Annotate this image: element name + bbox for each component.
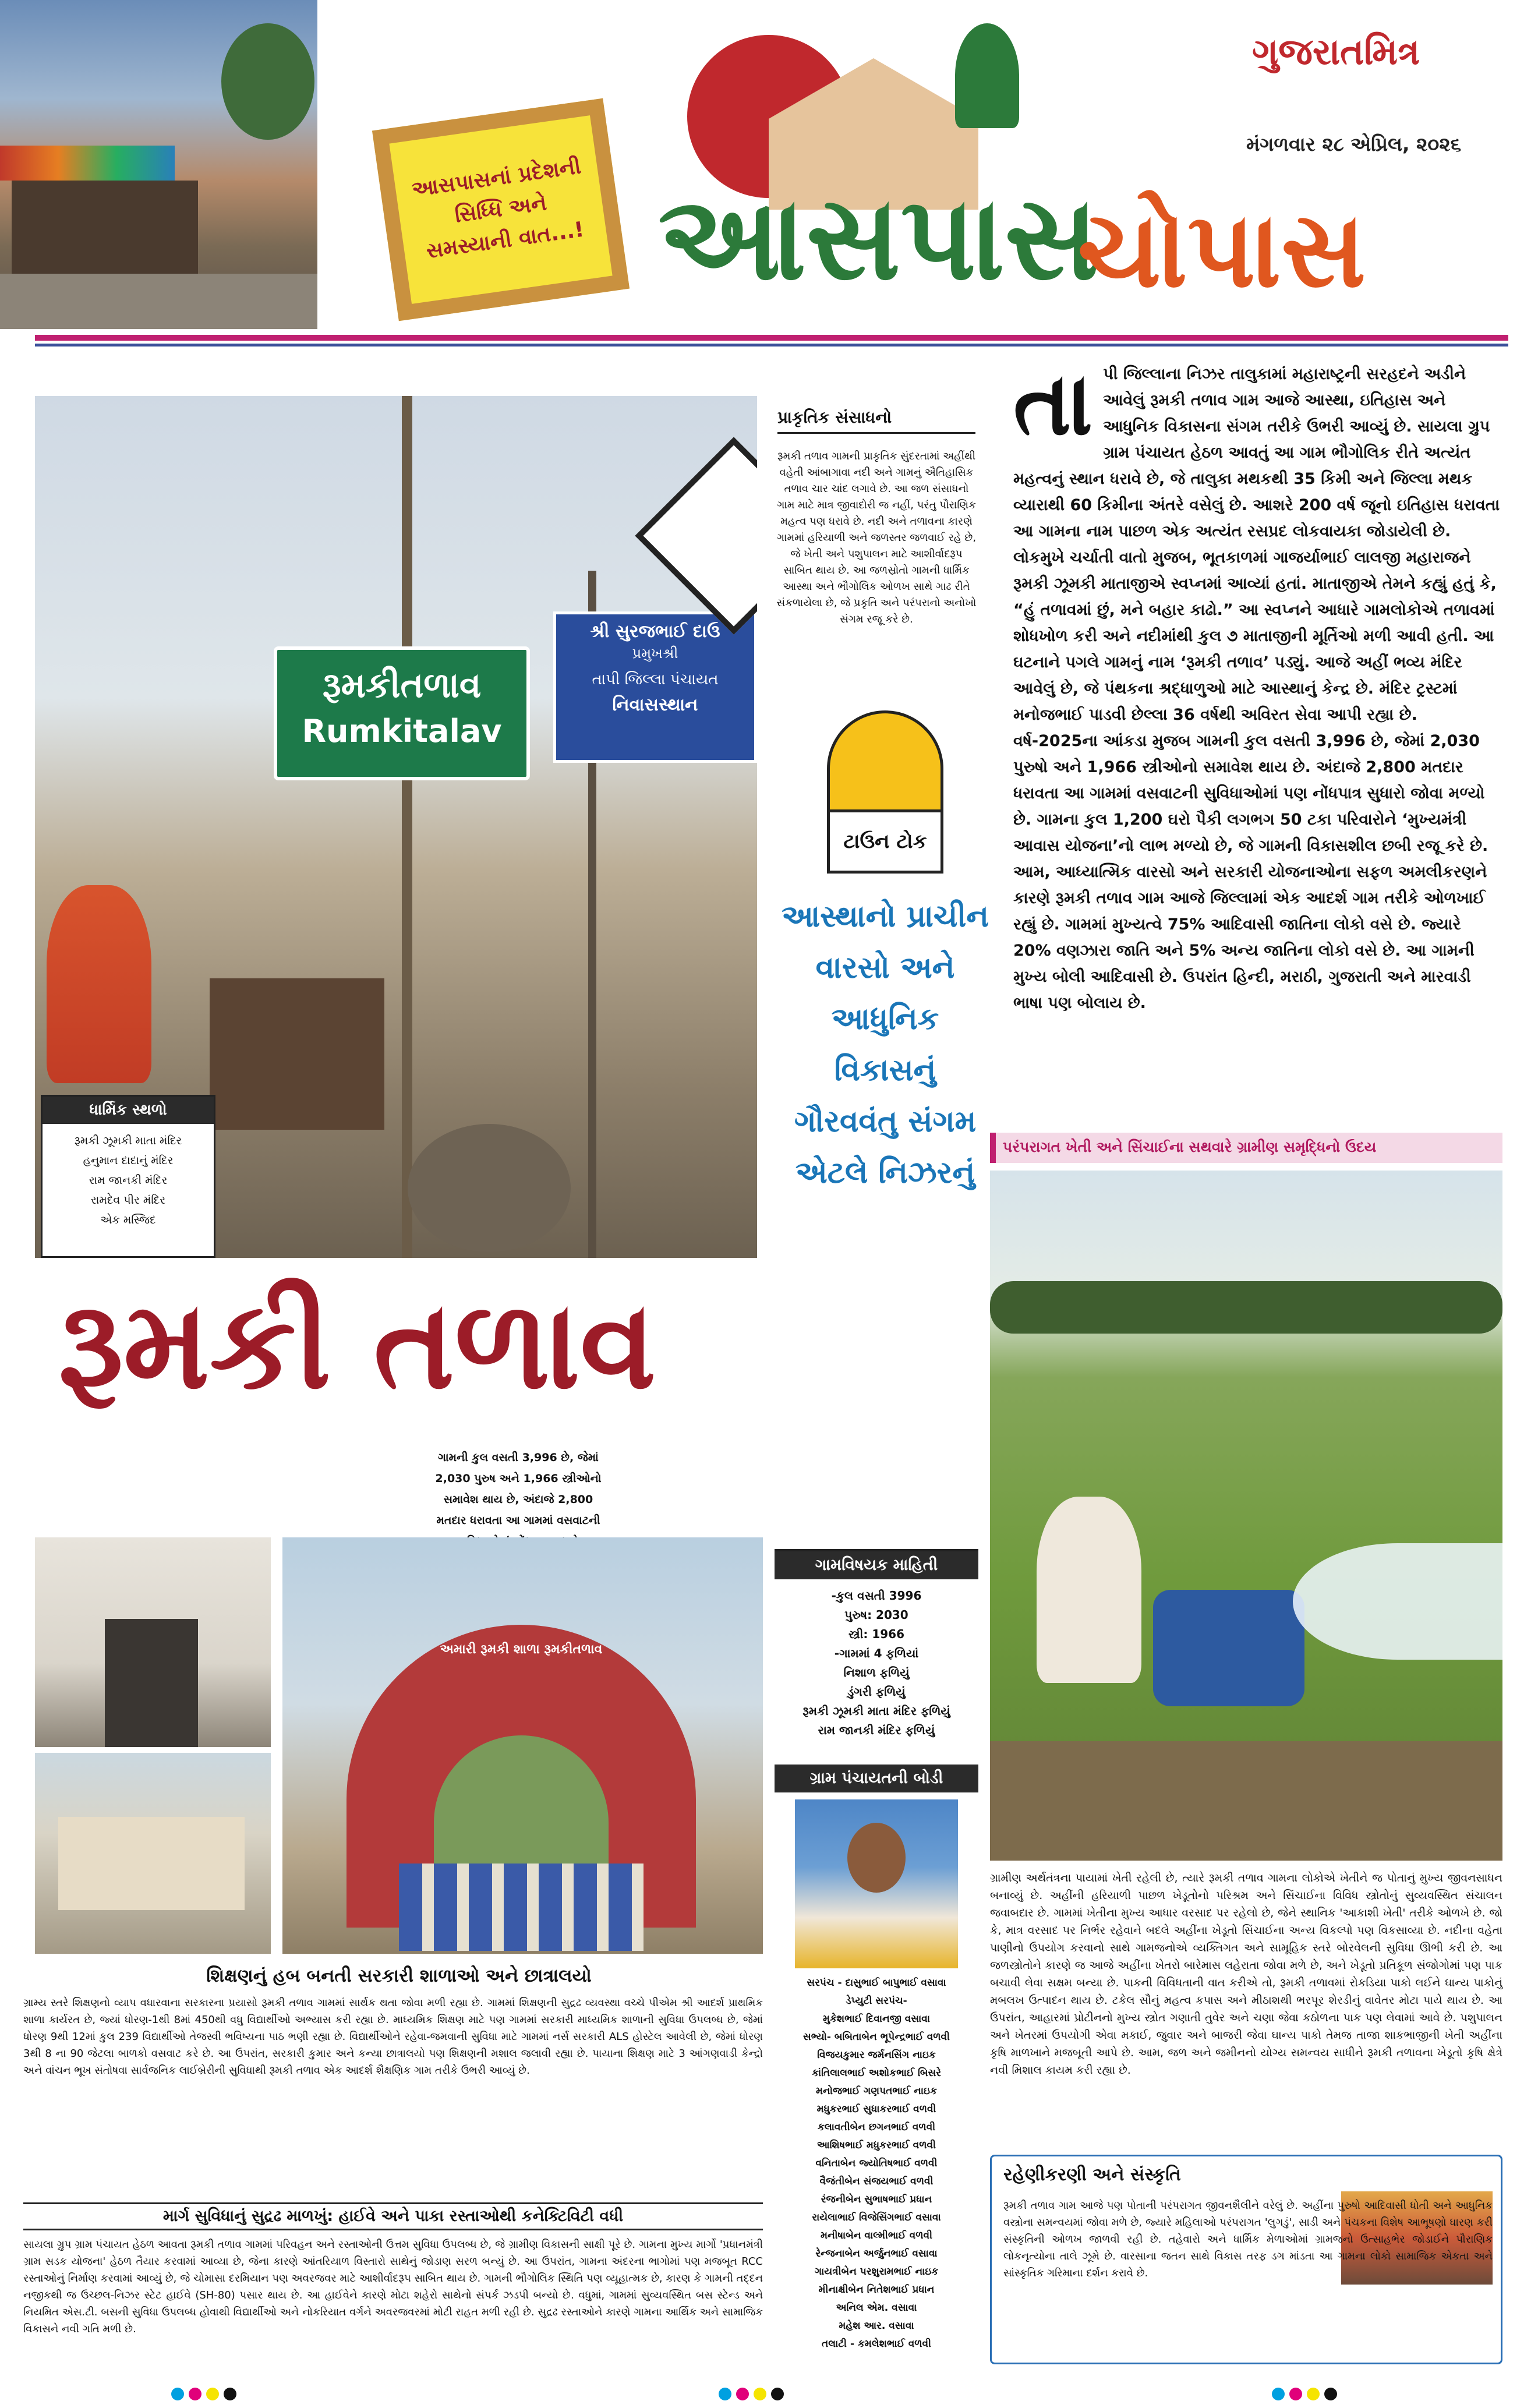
list-item: એક મસ્જિદ bbox=[100, 1214, 156, 1226]
village-info-box bbox=[775, 1549, 978, 1767]
farmer bbox=[1037, 1497, 1141, 1683]
school-building bbox=[58, 1817, 245, 1910]
list-item: મુકેશભાઈ દિવાનજી વસાવા bbox=[822, 2013, 931, 2025]
town-talk-label: ટાઉન ટોક bbox=[843, 830, 927, 853]
religious-places-heading: ધાર્મિક સ્થળો bbox=[43, 1097, 214, 1124]
water-pump bbox=[1153, 1590, 1304, 1706]
list-item: મનોજભાઈ ગણપતભાઈ નાઇક bbox=[816, 2085, 937, 2097]
village-info-heading: ગામવિષયક માહિતી bbox=[775, 1551, 978, 1579]
list-item: રામ જાનકી મંદિર bbox=[89, 1174, 168, 1187]
sign-gujarati: રૂમકીતળાવ bbox=[322, 665, 482, 706]
religious-places-box bbox=[41, 1095, 215, 1258]
natural-resources-heading: પ્રાકૃતિક સંસાધનો bbox=[777, 408, 975, 434]
soil bbox=[990, 1741, 1502, 1861]
portrait-head bbox=[847, 1823, 906, 1893]
farming-body: ગ્રામીણ અર્થતંત્રના પાયામાં ખેતી રહેલી છે, ત્યારે રૂમકી તળાવ ગામના લોકોએ ખેતીને જ પોતાનું મુખ્ય જીવનસાધન બનાવ્યું છે. અહીંની હરિયાળી પાછળ ખેડૂતોનો પરિશ્રમ અને સિંચાઈના વિવિધ સ્ત્રોતોનું સુવ્યવસ્થિત સંચાલન જવાબદાર છે. ગામમાં ખેતીના મુખ્ય આધાર વરસાદ પર રહેલો છે, જેને સ્થાનિક 'આકાશી ખેતી' તરીકે ઓળખે છે. જો કે, માત્ર વરસાદ પર નિર્ભર રહેવાને બદલે અહીંના ખેડૂતો સિંચાઈના અન્ય વિકલ્પો પણ વિકસાવ્યા છે. નદીના વહેતા પાણીનો ઉપયોગ કરવાનો સાથે ગામજનોએ વ્યક્તિગત અને સામૂહિક સ્તરે બોરવેલની સુવિધા ઊભી કરી છે. આ જળસ્ત્રોતોને કારણે જ આજે અહીંના ખેતરો બારેમાસ લહેરાતા જોવા મળે છે, અને ખેડૂતો પ્રતિકૂળ સંજોગોમાં પણ પાક બચાવી લેવા સક્ષમ બન્યા છે. પાકની વિવિધતાની વાત કરીએ તો, રૂમકી તળાવમાં રોકડિયા પાકો લઈને ઘાન્ય પાકોનું મબલખ ઉત્પાદન થાય છે. ટકેલ સૌનું મહત્વ કપાસ અને મીઠાશથી ભરપૂર શેરડીનું વાવેતર મોટા પાયે થાય છે. આ ઉપરાંત, આહારમાં પ્રોટીનનો મુખ્ય સ્ત્રોત ગણાતી તુવેર અને ચણા જેવા કઠોળના પાક પણ લેવામાં આવે છે. પશુપાલન અને ખેતરમાં ઉપયોગી એવા મકાઈ, જુવાર અને બાજરી જેવા ઘાન્ય પાકો તેમજ તાજા શાકભાજીની ખેતી અહીંના કૃષિ માળખાને મજબૂતી આપે છે. આમ, જળ અને જમીનનો યોગ્ય સમન્વય સાધીને રૂમકી તળાવના ખેડૂતો કૃષિ ક્ષેત્રે નવી મિશાલ કાયમ કરી રહ્યા છે. bbox=[990, 1872, 1502, 2077]
drop-cap: તા bbox=[1013, 353, 1093, 455]
village-title: રૂમકી તળાવ bbox=[58, 1274, 656, 1416]
list-item: નિશાળ ફળિયું bbox=[843, 1666, 910, 1679]
natural-resources-body: રૂમકી તળાવ ગામની પ્રાકૃતિક સુંદરતામાં અહીંથી વહેતી આંબાગાવા નદી અને ગામનું ઐતિહાસિક તળાવ ચાર ચાંદ લગાવે છે. આ જળ સંસાધનો ગામ માટે માત્ર જીવાદોરી જ નહીં, પરંતુ પૌરાણિક મહત્વ પણ ધરાવે છે. નદી અને તળાવના કારણે ગામમાં હરિયાળી અને જળસ્તર જળવાઈ રહે છે, જે ખેતી અને પશુપાલન માટે આશીર્વાદરૂપ સાબિત થાય છે. આ જળસ્રોતો ગામની ધાર્મિક આસ્થા અને ભૌગોલિક ઓળખ સાથે ગાઢ રીતે સંકળાયેલા છે, જે પ્રકૃતિ અને પરંપરાનો અનોખો સંગમ રજૂ કરે છે. bbox=[776, 450, 977, 625]
list-item: ડેપ્યુટી સરપંચ- bbox=[846, 1995, 907, 2007]
panchayat-members bbox=[775, 1974, 978, 2353]
tagline-text: આસપાસનાં પ્રદેશની સિધ્ધિ અને સમસ્યાની વાત...! bbox=[410, 154, 586, 264]
shop-awning bbox=[0, 146, 175, 181]
list-item: ગાયત્રીબેન પરશુરામભાઈ નાઇક bbox=[814, 2266, 939, 2278]
list-item: તલાટી - કમલેશભાઈ વળવી bbox=[821, 2338, 931, 2350]
village-info-list bbox=[775, 1586, 978, 1740]
list-item: રામ જાનકી મંદિર ફળિયું bbox=[818, 1723, 935, 1737]
religious-places-list bbox=[43, 1131, 214, 1230]
registration-marks bbox=[1270, 2388, 1339, 2403]
list-item: સભ્યો- બબિતાબેન ભૂપેન્દ્રભાઈ વળવી bbox=[802, 2031, 950, 2043]
masthead-rule-magenta bbox=[35, 335, 1508, 341]
registration-marks bbox=[169, 2388, 239, 2403]
masthead-title-chopas: ચોપાસ bbox=[1077, 189, 1366, 311]
town-talk-headline: આસ્થાનો પ્રાચીન વારસો અને આધુનિક વિકાસનું ગૌરવવંતુ સંગમ એટલે નિઝરનું bbox=[781, 899, 989, 1190]
issue-date: મંગળવાર ૨૮ એપ્રિલ, ૨૦૨૬ bbox=[1246, 133, 1462, 155]
list-item: -કુલ વસતી 3996 bbox=[831, 1589, 922, 1603]
list-item: -ગામમાં 4 ફળિયાં bbox=[834, 1646, 919, 1660]
blue-sign bbox=[553, 611, 757, 763]
main-article-body: પી જિલ્લાના નિઝર તાલુકામાં મહારાષ્ટ્રની સરહદને અડીને આવેલું રૂમકી તળાવ ગામ આજે આસ્થા, ઇતિહાસ અને આધુનિક વિકાસના સંગમ તરીકે ઉભરી આવ્યું છે. સાયલા ગ્રુપ ગ્રામ પંચાયત હેઠળ આવતું આ ગામ ભૌગોલિક રીતે અત્યંત મહત્વનું સ્થાન ધરાવે છે, જે તાલુકા મથકથી 35 કિમી અને જિલ્લા મથક વ્યારાથી 60 કિમીના અંતરે વસેલું છે. આશરે 200 વર્ષ જૂનો ઇતિહાસ ધરાવતા આ ગામના નામ પાછળ એક અત્યંત રસપ્રદ લોકવાયકા જોડાયેલી છે. લોકમુખે ચર્ચાતી વાતો મુજબ, ભૂતકાળમાં ગાજર્યાભાઈ લાલજી મહારાજને રૂમકી ઝૂમકી માતાજીએ સ્વપ્નમાં આવ્યાં હતાં. માતાજીએ તેમને કહ્યું હતું કે, “હું તળાવમાં છું, મને બહાર કાઢો.” આ સ્વપ્નને આધારે ગામલોકોએ તળાવમાં શોધખોળ કરી અને નદીમાંથી કુલ ૭ માતાજીની મૂર્તિઓ મળી આવી હતી. આ ઘટનાને પગલે ગામનું નામ ‘રૂમકી તળાવ’ પડ્યું. આજે અહીં ભવ્ય મંદિર આવેલું છે, જે પંથકના શ્રદ્ધાળુઓ માટે આસ્થાનું કેન્દ્ર છે. મંદિર ટ્રસ્ટમાં મનોજભાઈ પાડવી છેલ્લા 36 વર્ષથી અવિરત સેવા આપી રહ્યા છે. વર્ષ-2025ના આંકડા મુજબ ગામની કુલ વસતી 3,996 છે, જેમાં 2,030 પુરુષો અને 1,966 સ્ત્રીઓનો સમાવેશ થાય છે. અંદાજે 2,800 મતદાર ધરાવતા આ ગામમાં વસવાટની સુવિધાઓમાં પણ નોંધપાત્ર સુધારો જોવા મળ્યો છે. ગામના કુલ 1,200 ઘરો પૈકી લગભગ 50 ટકા પરિવારોને ‘મુખ્યમંત્રી આવાસ યોજના’નો લાભ મળ્યો છે, જે ગામની વિકાસશીલ છબી રજૂ કરે છે. આમ, આધ્યાત્મિક વારસો અને સરકારી યોજનાઓના સફળ અમલીકરણને કારણે રૂમકી તળાવ ગામ આજે જિલ્લામાં એક આદર્શ ગામ તરીકે ઓળખાઈ રહ્યું છે. ગામમાં મુખ્યત્વે 75% આદિવાસી જાતિના લોકો વસે છે. જ્યારે 20% વણઝારા જાતિ અને 5% અન્ય જાતિના લોકો વસે છે. આ ગામની મુખ્ય બોલી આદિવાસી છે. ઉપરાંત હિન્દી, મરાઠી, ગુજરાતી અને મારવાડી ભાષા પણ બોલાય છે. bbox=[1013, 365, 1500, 1012]
list-item: મધુકરભાઈ સુધાકરભાઈ વળવી bbox=[816, 2103, 936, 2115]
list-item: મહેશ આર. વસાવા bbox=[839, 2320, 914, 2332]
blue-sign-line: શ્રી સુરજભાઈ દાઉ bbox=[590, 621, 720, 642]
list-item: રૂમકી ઝૂમકી માતા મંદિર bbox=[74, 1134, 182, 1147]
shop-stall bbox=[12, 181, 198, 285]
lifestyle-heading: રહેણીકરણી અને સંસ્કૃતિ bbox=[1003, 2165, 1181, 2185]
roads-heading: માર્ગ સુવિધાનું સુદ્રઢ માળખું: હાઈવે અને પાકા રસ્તાઓથી કનેક્ટિવિટી વધી bbox=[162, 2207, 624, 2225]
farming-photo bbox=[990, 1171, 1502, 1861]
green-sign bbox=[274, 646, 530, 780]
town-talk-badge bbox=[827, 710, 943, 874]
basket bbox=[408, 1124, 571, 1252]
list-item: અનિલ એમ. વસાવા bbox=[836, 2302, 917, 2314]
lifestyle-body: રૂમકી તળાવ ગામ આજે પણ પોતાની પરંપરાગત જીવનશૈલીને વરેલું છે. અહીંના પુરુષો આદિવાસી ધોતી અને આધુનિક વસ્ત્રોના સમન્વયમાં જોવા મળે છે, જ્યારે મહિલાઓ પરંપરાગત 'લુગડું', સાડી અને પંચકના વિશેષ આભૂષણો ધારણ કરી સંસ્કૃતિની ઓળખ જાળવી રહી છે. તહેવારો અને ધાર્મિક મેળાઓમાં ગ્રામજનો ઉત્સાહભેર જોડાઈને પૌરાણિક લોકનૃત્યોના તાલે ઝૂમે છે. વારસાના જતન સાથે વિકાસ તરફ ડગ માંડતા આ ગામના લોકો સામાજિક એકતા અને સાંસ્કૃતિક ગરિમાના દર્શન કરાવે છે. bbox=[1003, 2200, 1493, 2279]
milestone-bottom bbox=[827, 809, 943, 874]
list-item: કાંતિલાલભાઈ અશોકભાઈ બિસરે bbox=[811, 2067, 942, 2079]
education-body: ગ્રામ્ય સ્તરે શિક્ષણનો વ્યાપ વધારવાના સરકારના પ્રયાસો રૂમકી તળાવ ગામમાં સાર્થક થતા જોવા મળી રહ્યા છે. ગામમાં શિક્ષણની સુદ્રઢ વ્યવસ્થા વચ્ચે પીએમ શ્રી આદર્શ પ્રાથમિક શાળા કાર્યરત છે, જ્યાં ધોરણ-1થી 8માં 450થી વધુ વિદ્યાર્થીઓ અભ્યાસ કરી રહ્યા છે. માધ્યમિક શિક્ષણ માટે પણ ગામમાં સરકારી માધ્યમિક શાળાની સુવિધા ઉપલબ્ધ છે, જેમાં ધોરણ 9થી 12માં કુલ 239 વિદ્યાર્થીઓ તેજસ્વી ભવિષ્યના પાઠ ભણી રહ્યા છે. વિદ્યાર્થીઓને રહેવા-જમવાની સુવિધા માટે ગામમાં નર્સ સરકારી ALS હોસ્ટેલ આવેલી છે, જેમાં ધોરણ 3થી 8 ના 90 જેટલા બાળકો વસવાટ કરે છે. આ ઉપરાંત, સરકારી કુમાર અને કન્યા છાત્રાલયો પણ શિક્ષણની મશાલ જલાવી રહ્યા છે. પાયાના શિક્ષણ માટે 3 આંગણવાડી કેન્દ્રો અને વાંચન ભૂખ સંતોષવા સાર્વજનિક લાઈબ્રેરીની સુવિધાથી રૂમકી તળાવ એક આદર્શ શૈક્ષણિક ગામ તરીકે ઉભરી આવ્યું છે. bbox=[23, 1997, 763, 2077]
registration-marks bbox=[716, 2388, 786, 2403]
population-blurb: ગામની કુલ વસતી 3,996 છે, જેમાં 2,030 પુરુષ અને 1,966 સ્ત્રીઓનો સમાવેશ થાય છે, અંદાજે 2,800 મતદાર ધરાવતા આ ગામમાં વસવાટની bbox=[419, 1441, 617, 1686]
list-item: રેન્જનાબેન અર્જુનભાઈ વસાવા bbox=[815, 2248, 938, 2260]
list-item: વનિતાબેન જ્યોતિષભાઈ વળવી bbox=[815, 2158, 938, 2169]
list-item: વૈજંતીબેન સંજયભાઈ વળવી bbox=[819, 2176, 934, 2187]
brand-name: ગુજરાતમિત્ર bbox=[1252, 30, 1420, 73]
list-item: ડુંગરી ફળિયું bbox=[847, 1685, 906, 1699]
list-item: રંજનીબેન સુભાષભાઈ પ્રધાન bbox=[821, 2194, 932, 2205]
hanuman-statue bbox=[47, 885, 151, 1083]
roads-heading-bar bbox=[23, 2202, 763, 2230]
sarpanch-photo bbox=[795, 1799, 958, 1968]
panchayat-heading: ગ્રામ પંચાયતની બોડી bbox=[775, 1765, 978, 1792]
farming-heading: પરંપરાગત ખેતી અને સિંચાઈના સથવારે ગ્રામીણ સમૃદ્ધિનો ઉદય bbox=[1003, 1138, 1377, 1155]
roads-body: સાયલા ગ્રુપ ગ્રામ પંચાયત હેઠળ આવતા રૂમકી તળાવ ગામમાં પરિવહન અને રસ્તાઓની ઉત્તમ સુવિધા ઉપલબ્ધ છે, જે ગ્રામીણ વિકાસની સાક્ષી પૂરે છે. ગામના મુખ્ય માર્ગો 'પ્રધાનમંત્રી ગ્રામ સડક યોજના' હેઠળ તૈયાર કરવામાં આવ્યા છે, જેના કારણે આંતરિયાળ વિસ્તારો સાથેનું જોડાણ સરળ બન્યું છે. આ ઉપરાંત, ગામના અંદરના ભાગોમાં પણ મજબૂત RCC રસ્તાઓનું નિર્માણ કરવામાં આવ્યું છે, જે ચોમાસા દરમિયાન પણ અવરજવર માટે આશીર્વાદરૂપ સાબિત થાય છે. ગામની ભૌગોલિક સ્થિતિ પણ વ્યૂહાત્મક છે, કારણ કે ગામની તદ્દન નજીકથી જ ઉચ્છલ-નિઝર સ્ટેટ હાઈવે (SH-80) પસાર થાય છે. આ હાઈવેને કારણે મોટા શહેરો સાથેનો સંપર્ક ઝડપી બન્યો છે. વધુમાં, ગામમાં સુવ્યવસ્થિત બસ સ્ટેન્ડ અને નિયમિત એસ.ટી. બસની સુવિધા ઉપલબ્ધ હોવાથી વિદ્યાર્થીઓ અને નોકરિયાત વર્ગને અવરજવરમાં મોટી રાહત મળી રહી છે. સુદ્રઢ રસ્તાઓને કારણે ગામના આર્થિક અને સામાજિક વિકાસને નવી ગતિ મળી છે. bbox=[23, 2239, 763, 2335]
list-item: મીનાક્ષીબેન નિતેશભાઈ પ્રધાન bbox=[818, 2284, 935, 2296]
water-jet bbox=[1293, 1543, 1502, 1660]
list-item: વિજયકુમાર જર્મનસિંગ નાઇક bbox=[817, 2049, 936, 2061]
pole bbox=[402, 396, 412, 1258]
traffic-sign bbox=[635, 437, 757, 634]
list-item: પુરુષ: 2030 bbox=[844, 1608, 908, 1622]
main-article bbox=[1013, 353, 1502, 1016]
tree-shape bbox=[955, 23, 1019, 128]
list-item: હનુમાન દાદાનું મંદિર bbox=[83, 1154, 174, 1167]
masthead-title-aaspaas: આસપાસ bbox=[658, 171, 1099, 306]
list-item: મનીષાબેન વાલ્મીભાઈ વળવી bbox=[820, 2230, 932, 2241]
farming-heading-bar bbox=[990, 1133, 1502, 1163]
students bbox=[399, 1864, 644, 1951]
sign-english: Rumkitalav bbox=[302, 713, 502, 749]
school-photo-2 bbox=[35, 1753, 271, 1954]
school-gate-text: અમારી રૂમકી શાળા રૂમકીતળાવ bbox=[440, 1642, 603, 1657]
list-item: કલાવતીબેન છગનભાઈ વળવી bbox=[817, 2121, 936, 2133]
masthead-rule-blue bbox=[35, 344, 1508, 346]
road bbox=[0, 274, 317, 329]
list-item: સ્ત્રી: 1966 bbox=[848, 1627, 905, 1641]
blue-sign-line: તાપી જિલ્લા પંચાયત bbox=[592, 671, 719, 688]
blue-sign-line: પ્રમુખશ્રી bbox=[632, 645, 678, 662]
milestone-top bbox=[827, 710, 943, 809]
list-item: આશિષભાઈ મધુકરભાઈ વળવી bbox=[817, 2140, 936, 2151]
treeline bbox=[990, 1281, 1502, 1334]
education-heading: શિક્ષણનું હબ બનતી સરકારી શાળાઓ અને છાત્રાલયો bbox=[206, 1965, 592, 1986]
tagline-bamboo-frame bbox=[372, 98, 630, 321]
list-item: સરપંચ - દાસુભાઈ બાપુભાઈ વસાવા bbox=[807, 1977, 946, 1989]
cart bbox=[210, 978, 384, 1130]
school-gate-photo bbox=[282, 1537, 763, 1954]
list-item: રૂમકી ઝૂમકી માતા મંદિર ફળિયું bbox=[802, 1704, 950, 1718]
list-item: રામદેવ પીર મંદિર bbox=[90, 1194, 166, 1207]
panchayat-box bbox=[775, 1765, 978, 2391]
blue-sign-line: નિવાસસ્થાન bbox=[612, 695, 698, 715]
school-photo-1 bbox=[35, 1537, 271, 1747]
school-door bbox=[105, 1619, 198, 1747]
tree bbox=[221, 23, 314, 140]
list-item: રાયેલાભાઈ વિજેસિંગભાઈ વસાવા bbox=[812, 2212, 941, 2223]
lifestyle-box bbox=[990, 2155, 1502, 2364]
masthead-photo bbox=[0, 0, 317, 329]
